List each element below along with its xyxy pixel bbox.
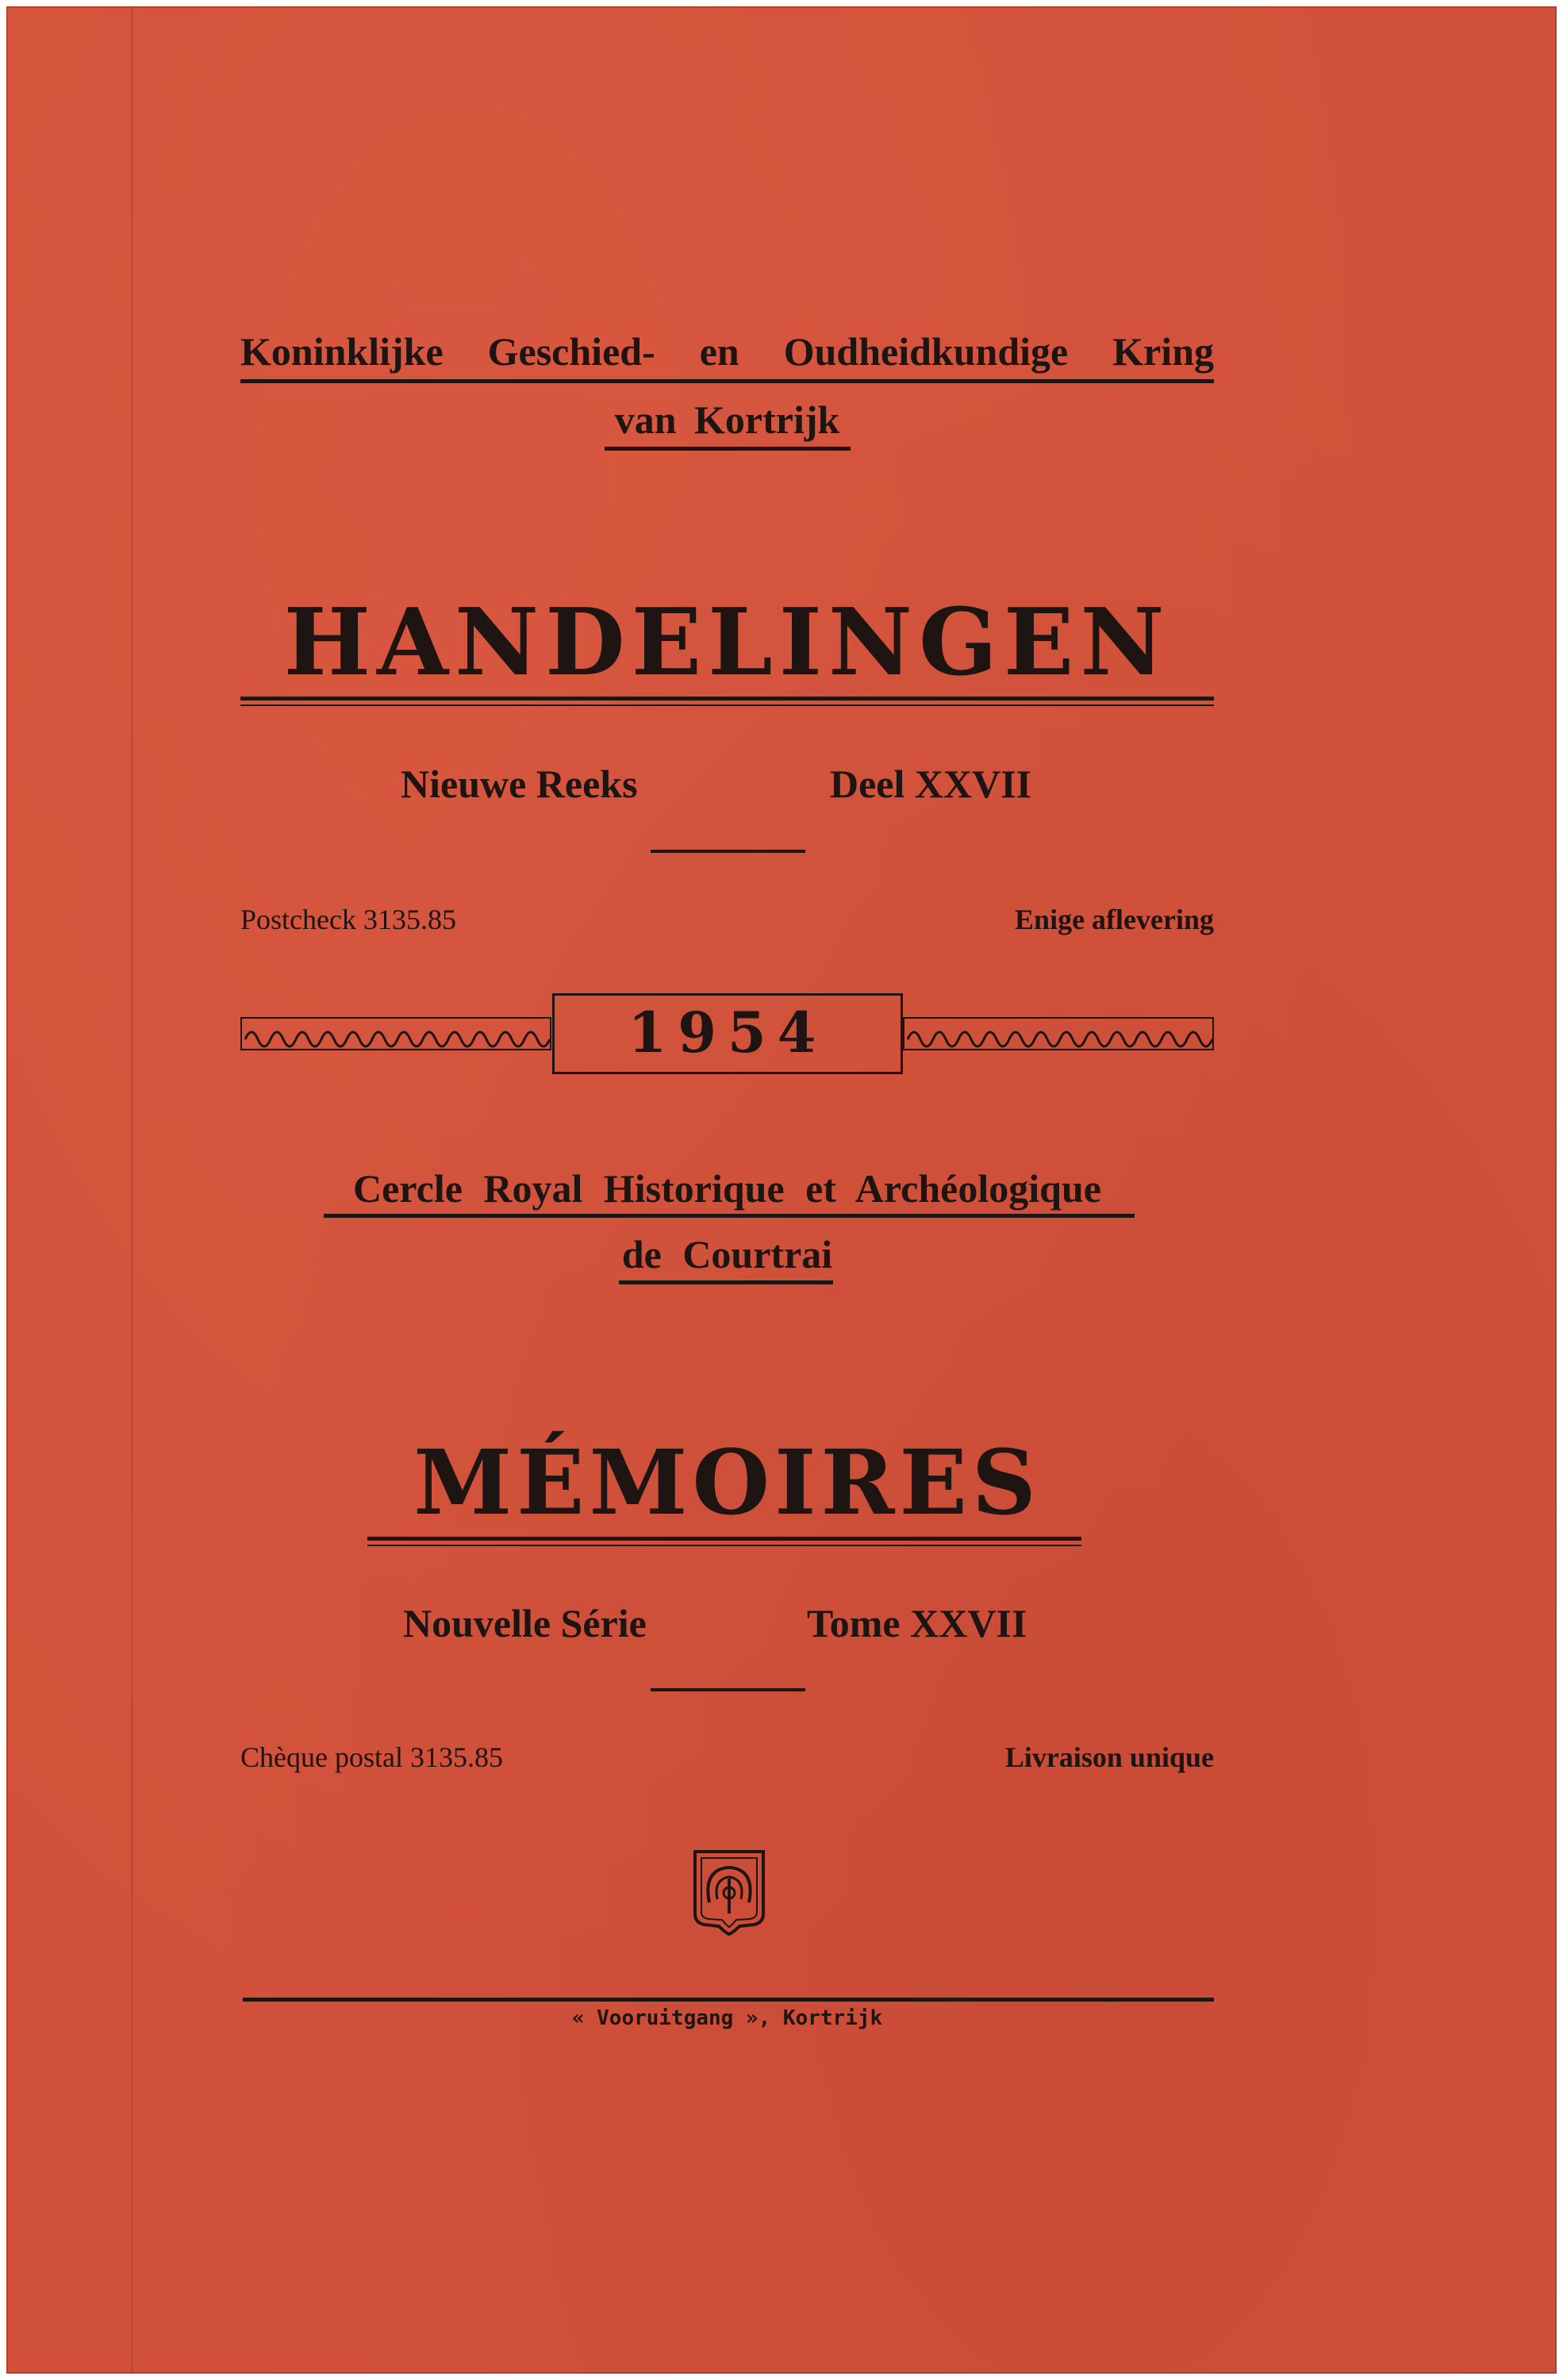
issue-note-dutch: Enige aflevering — [1015, 904, 1214, 935]
title-dutch-rule-thick — [240, 697, 1214, 701]
society-french-underline-1 — [324, 1214, 1135, 1218]
title-french-rule-thin — [367, 1545, 1081, 1546]
publication-year: 1954 — [628, 1000, 828, 1065]
volume-dutch: Deel XXVII — [830, 762, 1032, 806]
printer-emblem-icon — [685, 1847, 773, 1936]
society-french-underline-2 — [619, 1280, 833, 1284]
title-dutch-rule-thin — [240, 704, 1214, 706]
greek-wave-border-icon — [903, 1017, 1214, 1050]
society-name-dutch-line2: van Kortrijk — [614, 397, 840, 442]
bottom-rule — [243, 1998, 1214, 2002]
divider-short-french — [651, 1688, 805, 1691]
title-french-rule-thick — [367, 1537, 1081, 1541]
title-dutch: HANDELINGEN — [283, 589, 1171, 697]
greek-wave-border-icon — [240, 1017, 551, 1050]
society-name-french-line2: de Courtrai — [621, 1232, 833, 1276]
society-dutch-underline-2 — [605, 447, 851, 451]
postal-check-dutch: Postcheck 3135.85 — [240, 904, 456, 935]
title-french: MÉMOIRES — [413, 1431, 1041, 1535]
society-name-french-line1: Cercle Royal Historique et Archéologique — [353, 1166, 1101, 1211]
divider-short-dutch — [651, 850, 805, 853]
series-dutch: Nieuwe Reeks — [401, 762, 638, 806]
society-name-dutch-line1: Koninklijke Geschied- en Oudheidkundige Kring — [240, 329, 1214, 374]
spine-fold — [131, 6, 133, 2374]
series-french: Nouvelle Série — [403, 1601, 647, 1645]
postal-check-french: Chèque postal 3135.85 — [240, 1741, 503, 1773]
volume-french: Tome XXVII — [807, 1601, 1027, 1645]
printer-imprint: « Vooruitgang », Kortrijk — [571, 2006, 883, 2030]
society-dutch-underline-1 — [240, 379, 1214, 383]
issue-note-french: Livraison unique — [1004, 1741, 1214, 1773]
